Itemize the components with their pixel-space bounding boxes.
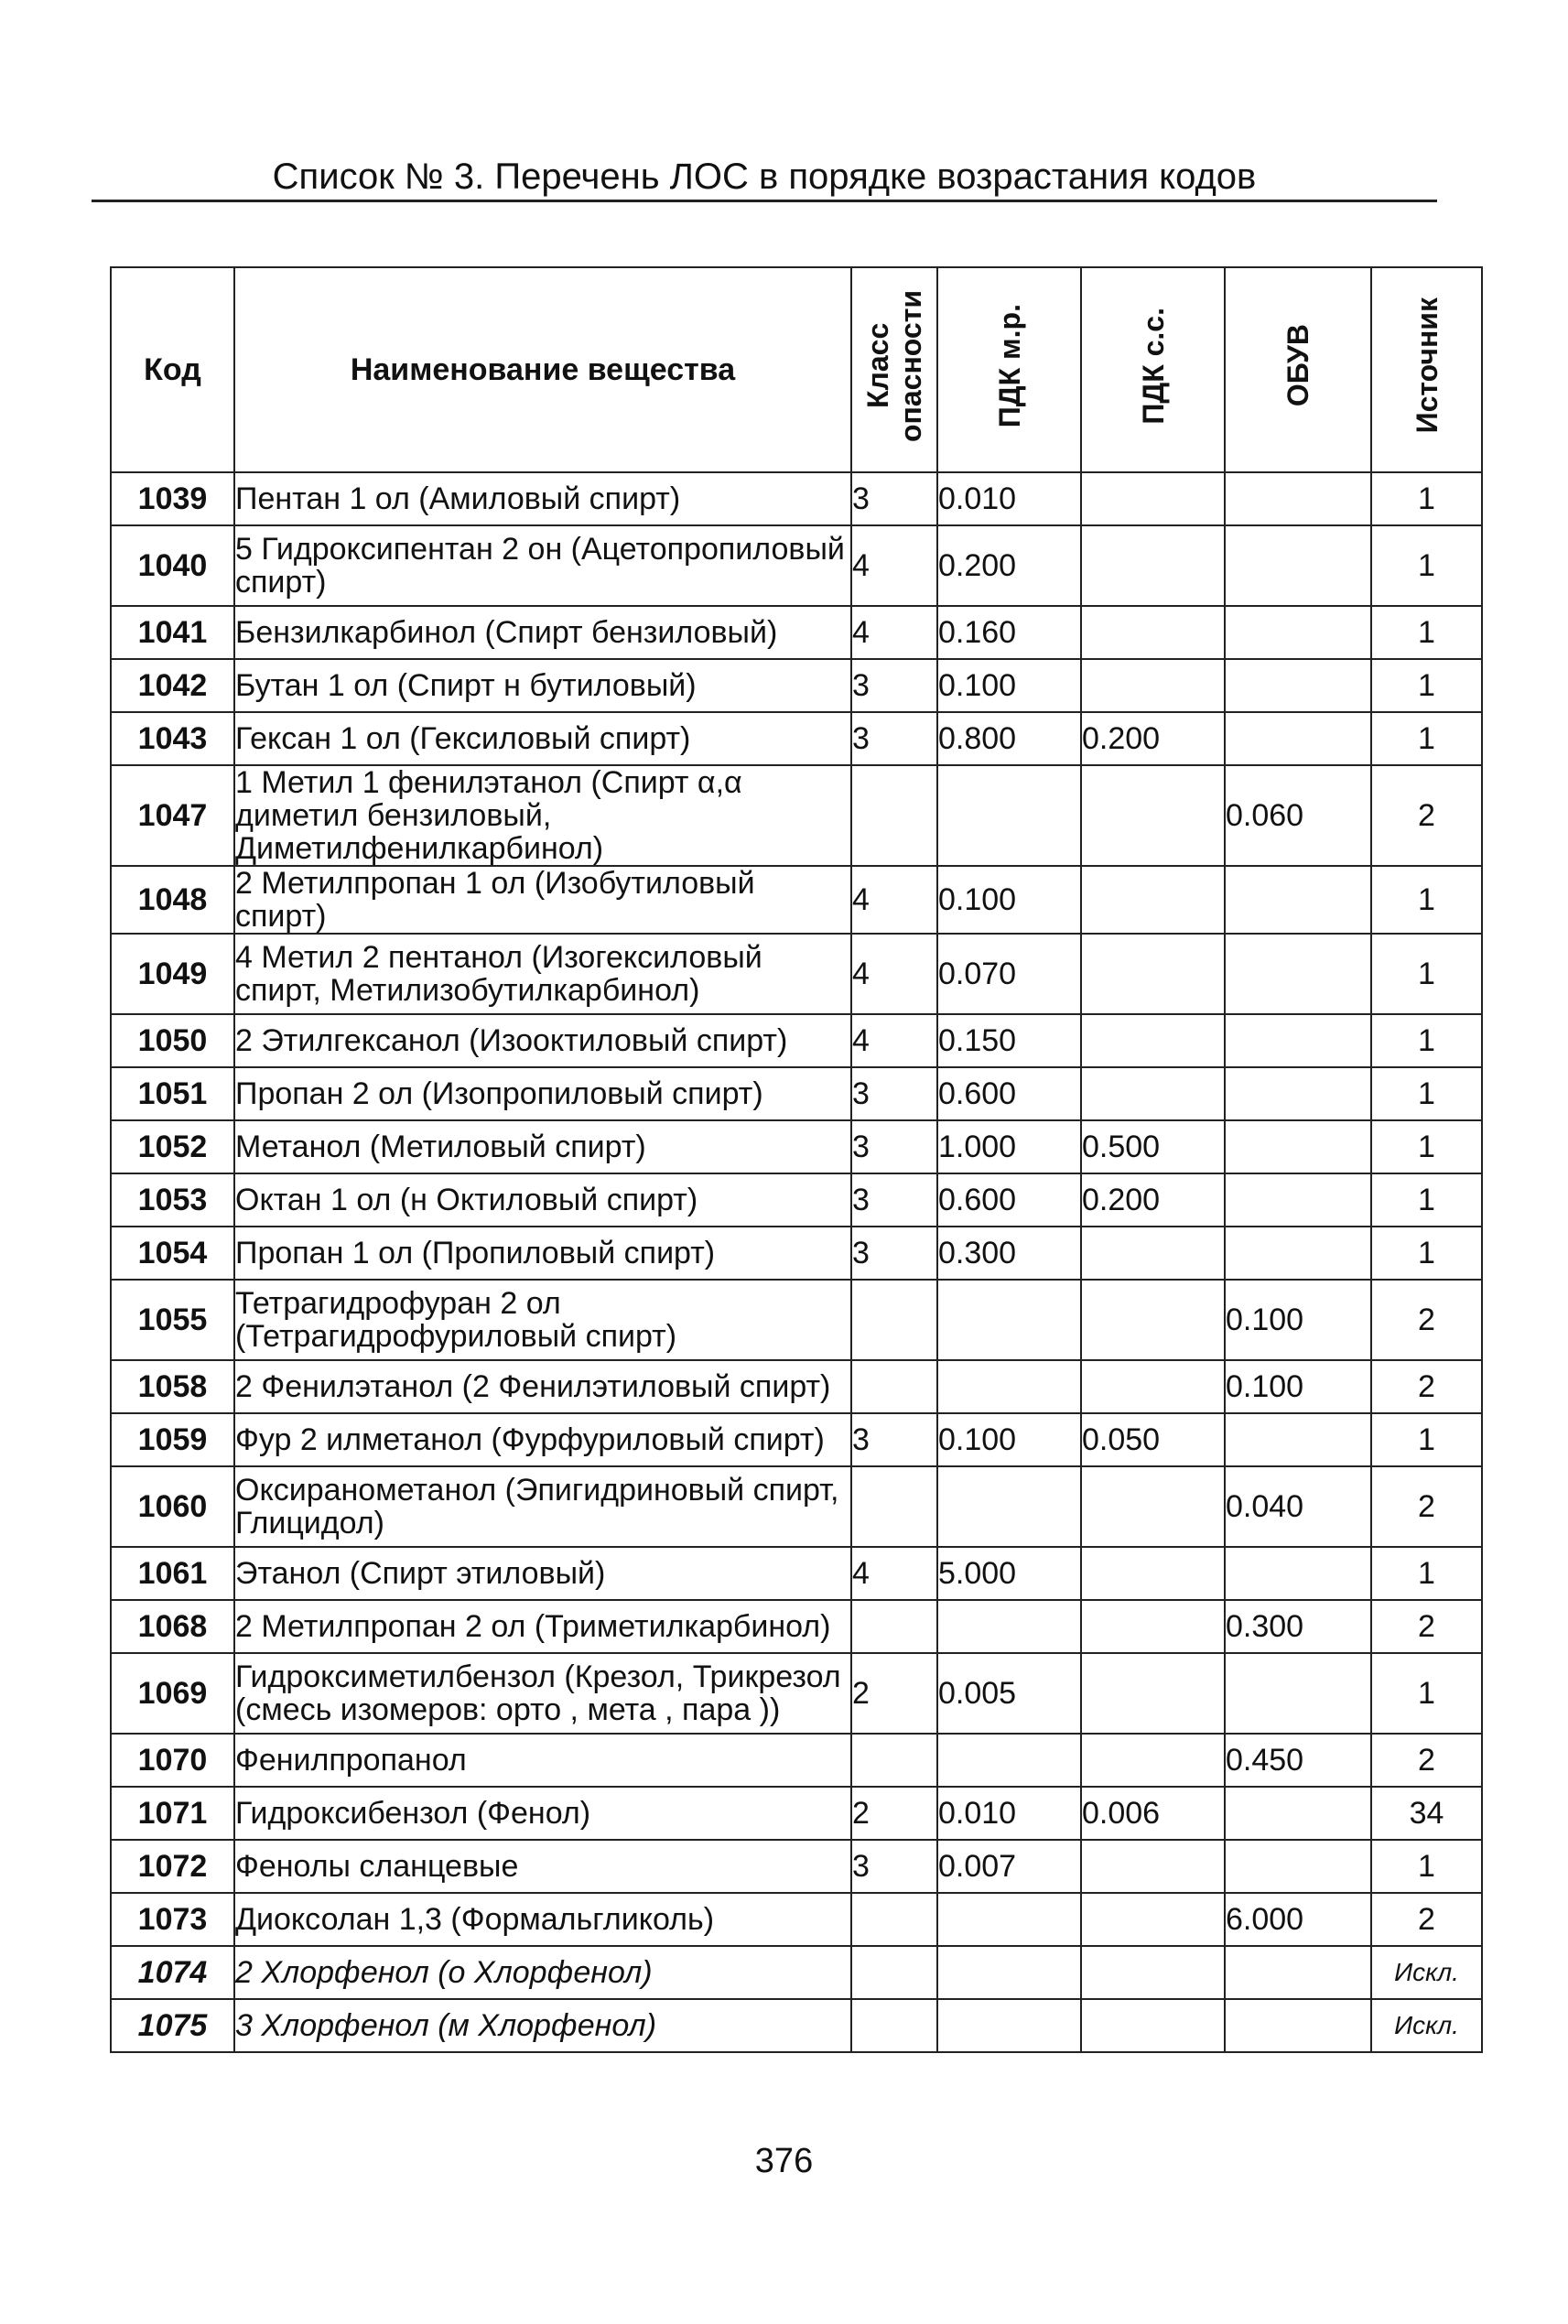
column-header-pdk-mr [937,267,1081,472]
cell-pdk-mr [937,1600,1081,1653]
table-row [111,1653,1482,1734]
cell-obuv: 0.060 [1225,765,1371,866]
cell-hazard-class [851,1893,937,1946]
cell-source: 1 [1371,1067,1482,1120]
cell-hazard-class [851,1280,937,1360]
table-row [111,1787,1482,1840]
cell-pdk-ss [1081,525,1225,606]
cell-name: Диоксолан 1,3 (Формальгликоль) [234,1893,851,1946]
table-row [111,1547,1482,1600]
cell-name: Фенолы сланцевые [234,1840,851,1893]
table-row [111,1067,1482,1120]
cell-source: 1 [1371,866,1482,934]
cell-pdk-ss [1081,1067,1225,1120]
cell-obuv: 0.100 [1225,1280,1371,1360]
cell-source: 1 [1371,1014,1482,1067]
cell-hazard-class [851,1466,937,1547]
cell-code: 1069 [111,1653,234,1734]
cell-code: 1047 [111,765,234,866]
cell-obuv: 6.000 [1225,1893,1371,1946]
column-header-obuv [1225,267,1371,472]
cell-source: 2 [1371,1893,1482,1946]
table-row [111,765,1482,866]
cell-source: 1 [1371,1413,1482,1466]
cell-code: 1049 [111,934,234,1014]
cell-pdk-ss [1081,1466,1225,1547]
column-header-pdk-ss-label: ПДК с.с. [1136,307,1170,425]
cell-obuv [1225,1014,1371,1067]
cell-pdk-ss [1081,1547,1225,1600]
table-row [111,934,1482,1014]
cell-name: Гексан 1 ол (Гексиловый спирт) [234,712,851,765]
cell-pdk-ss [1081,606,1225,659]
table-row [111,659,1482,712]
cell-pdk-ss [1081,472,1225,525]
cell-code: 1048 [111,866,234,934]
header-rule [92,200,1437,202]
table-row [111,606,1482,659]
cell-code: 1060 [111,1466,234,1547]
cell-pdk-mr: 0.300 [937,1227,1081,1280]
cell-hazard-class: 3 [851,1413,937,1466]
cell-code: 1052 [111,1120,234,1173]
cell-pdk-mr: 0.800 [937,712,1081,765]
cell-pdk-mr [937,1280,1081,1360]
cell-hazard-class: 2 [851,1653,937,1734]
cell-hazard-class: 2 [851,1787,937,1840]
cell-obuv: 0.300 [1225,1600,1371,1653]
cell-source: 2 [1371,1734,1482,1787]
cell-source: 1 [1371,1840,1482,1893]
cell-name: Этанол (Спирт этиловый) [234,1547,851,1600]
cell-hazard-class: 3 [851,1840,937,1893]
cell-name: 1 Метил 1 фенилэтанол (Спирт α,α диметил бензиловый, Диметилфенилкарбинол) [234,765,851,866]
table-row [111,1734,1482,1787]
table-row [111,525,1482,606]
column-header-hazard-class [851,267,937,472]
cell-name: 2 Хлорфенол (о Хлорфенол) [234,1946,851,1999]
cell-hazard-class: 3 [851,712,937,765]
cell-obuv [1225,659,1371,712]
cell-pdk-ss [1081,1280,1225,1360]
cell-code: 1058 [111,1360,234,1413]
cell-hazard-class: 4 [851,1547,937,1600]
cell-code: 1071 [111,1787,234,1840]
cell-code: 1061 [111,1547,234,1600]
cell-code: 1073 [111,1893,234,1946]
cell-obuv [1225,866,1371,934]
cell-pdk-ss: 0.500 [1081,1120,1225,1173]
cell-pdk-ss [1081,1734,1225,1787]
cell-pdk-mr: 0.600 [937,1067,1081,1120]
table-row [111,1413,1482,1466]
cell-obuv [1225,712,1371,765]
table-row [111,1360,1482,1413]
table-row [111,1173,1482,1227]
cell-pdk-mr: 0.100 [937,1413,1081,1466]
cell-name: Метанол (Метиловый спирт) [234,1120,851,1173]
cell-obuv [1225,1547,1371,1600]
table-header-row [111,267,1482,472]
table-row [111,1120,1482,1173]
cell-pdk-ss [1081,765,1225,866]
cell-code: 1042 [111,659,234,712]
cell-obuv: 0.100 [1225,1360,1371,1413]
table-row [111,472,1482,525]
table-row [111,1999,1482,2052]
cell-hazard-class: 4 [851,525,937,606]
cell-source: 2 [1371,1600,1482,1653]
cell-source: 1 [1371,1653,1482,1734]
cell-obuv [1225,1840,1371,1893]
cell-hazard-class [851,1734,937,1787]
cell-pdk-mr [937,765,1081,866]
cell-source: 1 [1371,659,1482,712]
cell-obuv [1225,1999,1371,2052]
cell-obuv [1225,606,1371,659]
table-row [111,1227,1482,1280]
cell-code: 1072 [111,1840,234,1893]
cell-hazard-class [851,1999,937,2052]
cell-name: Пропан 1 ол (Пропиловый спирт) [234,1227,851,1280]
cell-source: 1 [1371,934,1482,1014]
cell-obuv: 0.450 [1225,1734,1371,1787]
cell-pdk-ss [1081,1840,1225,1893]
table-row [111,1946,1482,1999]
cell-pdk-ss [1081,1360,1225,1413]
cell-pdk-ss: 0.200 [1081,712,1225,765]
cell-hazard-class: 4 [851,1014,937,1067]
column-header-source-label: Источник [1410,297,1444,434]
cell-name: 2 Метилпропан 2 ол (Триметилкарбинол) [234,1600,851,1653]
cell-pdk-mr [937,1360,1081,1413]
column-header-pdk-mr-label: ПДК м.р. [992,303,1026,428]
cell-pdk-mr: 5.000 [937,1547,1081,1600]
column-header-pdk-ss [1081,267,1225,472]
cell-source: 1 [1371,525,1482,606]
cell-hazard-class: 3 [851,1173,937,1227]
cell-obuv [1225,1067,1371,1120]
cell-hazard-class [851,1600,937,1653]
cell-code: 1043 [111,712,234,765]
cell-pdk-mr: 0.200 [937,525,1081,606]
cell-obuv [1225,1787,1371,1840]
cell-obuv [1225,1413,1371,1466]
column-header-hazard-class-label: Класс опасности [861,289,927,442]
cell-pdk-mr [937,1734,1081,1787]
cell-pdk-mr: 1.000 [937,1120,1081,1173]
cell-source: 2 [1371,1466,1482,1547]
cell-obuv [1225,525,1371,606]
cell-pdk-ss [1081,1946,1225,1999]
cell-hazard-class [851,1360,937,1413]
cell-pdk-ss: 0.006 [1081,1787,1225,1840]
cell-hazard-class: 3 [851,659,937,712]
cell-name: 4 Метил 2 пентанол (Изогексиловый спирт, Метилизобутилкарбинол) [234,934,851,1014]
cell-code: 1051 [111,1067,234,1120]
cell-pdk-mr: 0.100 [937,866,1081,934]
cell-name: Тетрагидрофуран 2 ол (Тетрагидрофуриловый спирт) [234,1280,851,1360]
cell-name: Оксиранометанол (Эпигидриновый спирт, Глицидол) [234,1466,851,1547]
cell-pdk-mr [937,1999,1081,2052]
cell-pdk-ss [1081,1653,1225,1734]
cell-obuv [1225,934,1371,1014]
cell-pdk-mr: 0.005 [937,1653,1081,1734]
cell-pdk-mr: 0.010 [937,1787,1081,1840]
column-header-name: Наименование вещества [234,267,851,472]
table-row [111,1893,1482,1946]
table-row [111,1840,1482,1893]
substance-table [110,266,1483,2053]
cell-hazard-class: 3 [851,1227,937,1280]
cell-pdk-mr: 0.160 [937,606,1081,659]
cell-pdk-ss [1081,659,1225,712]
cell-obuv [1225,1173,1371,1227]
column-header-code: Код [111,267,234,472]
table-row [111,712,1482,765]
cell-obuv [1225,1227,1371,1280]
cell-pdk-ss [1081,1999,1225,2052]
cell-hazard-class [851,1946,937,1999]
cell-name: Пентан 1 ол (Амиловый спирт) [234,472,851,525]
cell-code: 1070 [111,1734,234,1787]
table-row [111,1280,1482,1360]
cell-pdk-ss [1081,1227,1225,1280]
cell-code: 1059 [111,1413,234,1466]
cell-name: 2 Метилпропан 1 ол (Изобутиловый спирт) [234,866,851,934]
cell-pdk-mr: 0.600 [937,1173,1081,1227]
cell-code: 1040 [111,525,234,606]
cell-obuv [1225,1120,1371,1173]
cell-code: 1039 [111,472,234,525]
cell-pdk-ss: 0.200 [1081,1173,1225,1227]
cell-source: 2 [1371,1280,1482,1360]
cell-pdk-ss [1081,866,1225,934]
cell-source: 1 [1371,1227,1482,1280]
cell-hazard-class: 4 [851,866,937,934]
table-row [111,1600,1482,1653]
cell-hazard-class: 3 [851,472,937,525]
column-header-obuv-label: ОБУВ [1281,324,1314,407]
cell-code: 1068 [111,1600,234,1653]
cell-code: 1075 [111,1999,234,2052]
cell-name: 2 Фенилэтанол (2 Фенилэтиловый спирт) [234,1360,851,1413]
cell-pdk-mr: 0.070 [937,934,1081,1014]
cell-name: Бензилкарбинол (Спирт бензиловый) [234,606,851,659]
page-header-title: Список № 3. Перечень ЛОС в порядке возрастания кодов [272,157,1257,197]
cell-hazard-class: 3 [851,1067,937,1120]
cell-hazard-class: 4 [851,934,937,1014]
cell-pdk-mr [937,1946,1081,1999]
cell-source: 34 [1371,1787,1482,1840]
cell-name: Гидроксибензол (Фенол) [234,1787,851,1840]
cell-obuv: 0.040 [1225,1466,1371,1547]
cell-source: 1 [1371,606,1482,659]
cell-hazard-class: 3 [851,1120,937,1173]
cell-code: 1053 [111,1173,234,1227]
cell-name: Гидроксиметилбензол (Крезол, Трикрезол (смесь изомеров: орто , мета , пара )) [234,1653,851,1734]
cell-obuv [1225,1946,1371,1999]
cell-name: Фур 2 илметанол (Фурфуриловый спирт) [234,1413,851,1466]
cell-source: 1 [1371,1547,1482,1600]
cell-pdk-mr: 0.150 [937,1014,1081,1067]
cell-name: Фенилпропанол [234,1734,851,1787]
cell-source: 2 [1371,765,1482,866]
cell-hazard-class [851,765,937,866]
cell-source: Искл. [1371,1999,1482,2052]
cell-pdk-ss: 0.050 [1081,1413,1225,1466]
cell-pdk-mr: 0.007 [937,1840,1081,1893]
cell-pdk-ss [1081,1014,1225,1067]
cell-name: 2 Этилгексанол (Изооктиловый спирт) [234,1014,851,1067]
page-number: 376 [754,2142,814,2180]
cell-name: 3 Хлорфенол (м Хлорфенол) [234,1999,851,2052]
cell-name: Бутан 1 ол (Спирт н бутиловый) [234,659,851,712]
cell-source: 1 [1371,712,1482,765]
cell-source: 1 [1371,1120,1482,1173]
cell-code: 1041 [111,606,234,659]
cell-source: 1 [1371,472,1482,525]
cell-source: Искл. [1371,1946,1482,1999]
cell-name: Октан 1 ол (н Октиловый спирт) [234,1173,851,1227]
cell-code: 1054 [111,1227,234,1280]
cell-code: 1055 [111,1280,234,1360]
table-row [111,1466,1482,1547]
column-header-source [1371,267,1482,472]
cell-name: 5 Гидроксипентан 2 он (Ацетопропиловый спирт) [234,525,851,606]
cell-obuv [1225,472,1371,525]
cell-pdk-ss [1081,1893,1225,1946]
cell-pdk-mr: 0.100 [937,659,1081,712]
cell-source: 2 [1371,1360,1482,1413]
cell-code: 1074 [111,1946,234,1999]
cell-code: 1050 [111,1014,234,1067]
cell-pdk-mr [937,1893,1081,1946]
cell-pdk-ss [1081,934,1225,1014]
cell-hazard-class: 4 [851,606,937,659]
cell-pdk-mr: 0.010 [937,472,1081,525]
cell-pdk-mr [937,1466,1081,1547]
cell-source: 1 [1371,1173,1482,1227]
cell-name: Пропан 2 ол (Изопропиловый спирт) [234,1067,851,1120]
cell-obuv [1225,1653,1371,1734]
cell-pdk-ss [1081,1600,1225,1653]
table-row [111,866,1482,934]
table-row [111,1014,1482,1067]
